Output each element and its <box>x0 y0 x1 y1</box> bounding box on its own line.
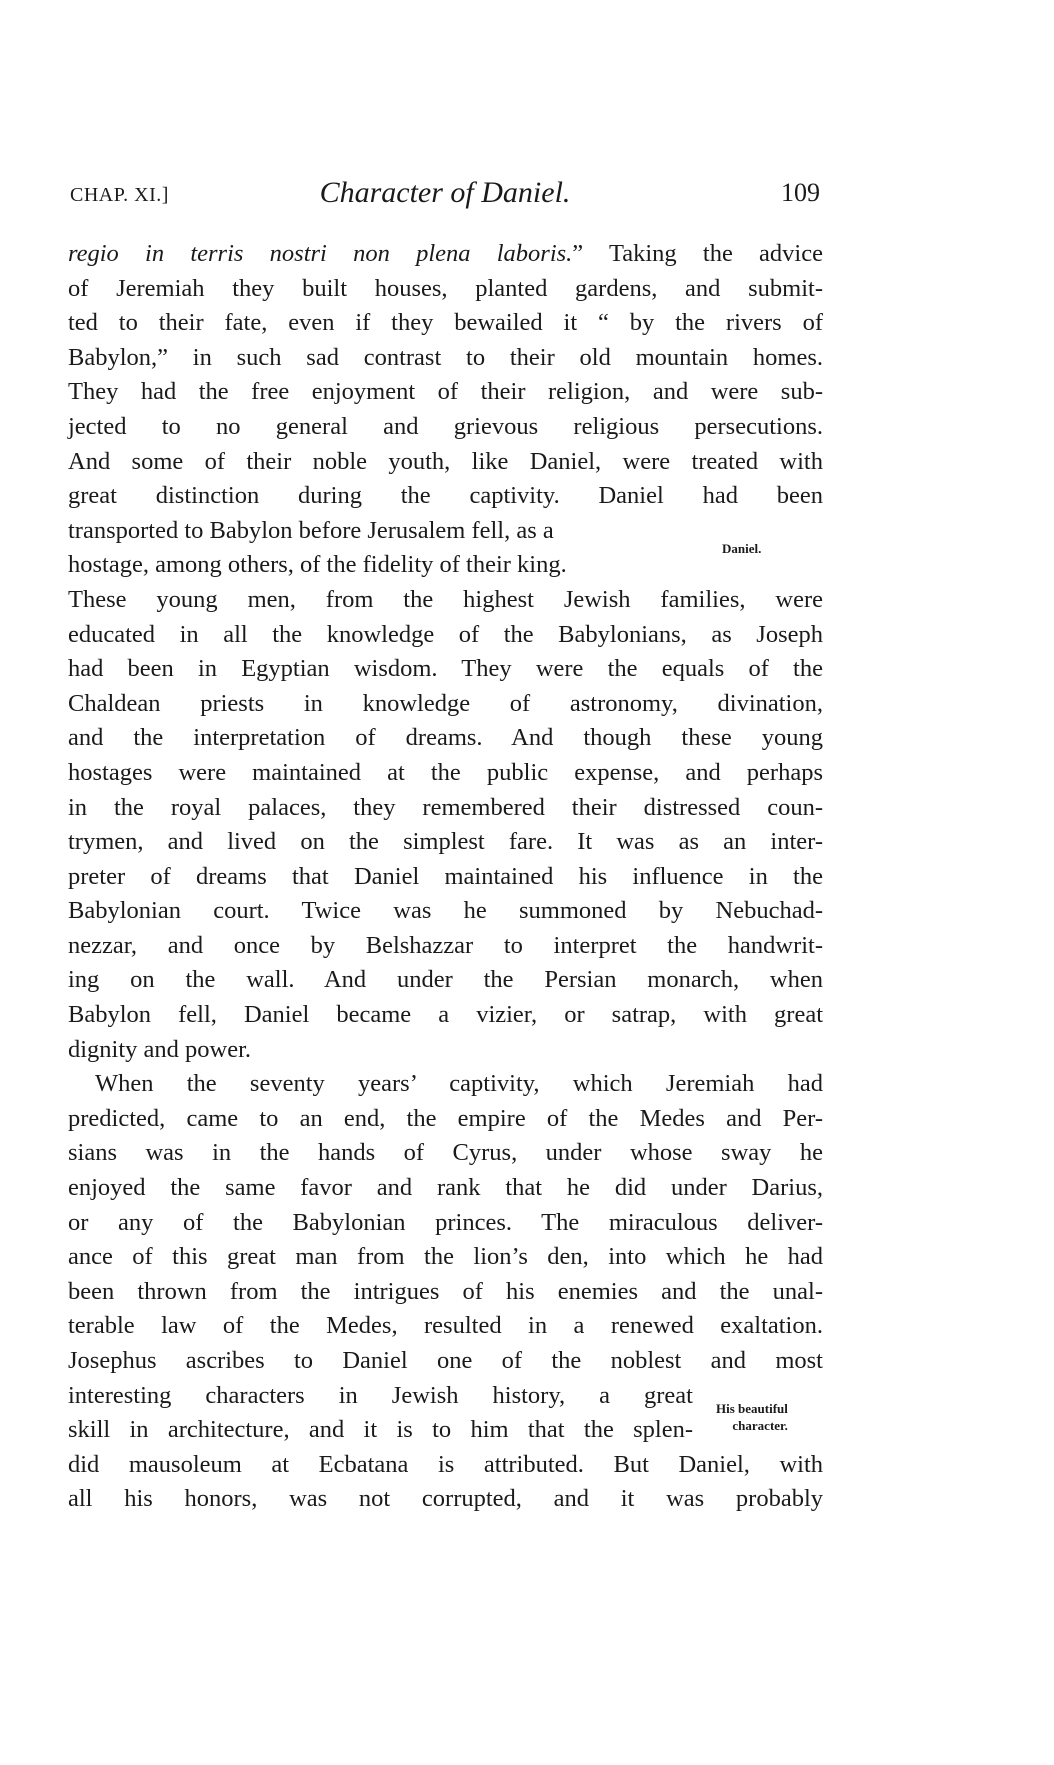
text-line: Babylonian court. Twice was he summoned by Nebuchad- <box>68 897 823 925</box>
text-line: Babylon,” in such sad contrast to their old mountain homes. <box>68 343 823 371</box>
side-note-daniel <box>722 540 761 557</box>
text-line: skill in architecture, and it is to him that the splen- <box>68 1416 693 1444</box>
side-note-label: His beautiful <box>716 1401 788 1416</box>
text-line: in the royal palaces, they remembered their distressed coun- <box>68 793 823 821</box>
text-line: did mausoleum at Ecbatana is attributed. But Daniel, with <box>68 1450 823 1478</box>
text-line-rest: ” Taking the advice <box>572 240 823 267</box>
text-line: These young men, from the highest Jewish families, were <box>68 585 823 613</box>
text-line: jected to no general and grievous religious persecutions. <box>68 412 823 440</box>
text-line: preter of dreams that Daniel maintained his influence in the <box>68 862 823 890</box>
text-line: dignity and power. <box>68 1035 252 1063</box>
chapter-label: CHAP. XI.] <box>70 184 169 206</box>
text-line: enjoyed the same favor and rank that he did under Darius, <box>68 1174 823 1202</box>
text-line: hostages were maintained at the public expense, and perhaps <box>68 758 823 786</box>
side-note-label: Daniel. <box>722 541 762 556</box>
running-header <box>70 176 820 212</box>
text-line: They had the free enjoyment of their religion, and were sub- <box>68 378 823 406</box>
page-title: Character of Daniel. <box>319 176 571 209</box>
text-line: been thrown from the intrigues of his enemies and the unal- <box>68 1277 823 1305</box>
side-note-character <box>716 1400 788 1434</box>
text-line: of Jeremiah they built houses, planted gardens, and submit- <box>68 274 823 302</box>
text-line: predicted, came to an end, the empire of the Medes and Per- <box>68 1104 823 1132</box>
text-line: ted to their fate, even if they bewailed it “ by the rivers of <box>68 309 823 337</box>
text-line: terable law of the Medes, resulted in a renewed exaltation. <box>68 1312 823 1340</box>
text-line: and the interpretation of dreams. And though these young <box>68 724 823 752</box>
text-line: Josephus ascribes to Daniel one of the noblest and most <box>68 1347 823 1374</box>
text-line: or any of the Babylonian princes. The miraculous deliver- <box>68 1208 823 1236</box>
text-line: nezzar, and once by Belshazzar to interpret the handwrit- <box>68 931 823 959</box>
text-line: trymen, and lived on the simplest fare. It was as an inter- <box>68 828 823 856</box>
text-line: Babylon fell, Daniel became a vizier, or satrap, with great <box>68 1001 823 1029</box>
text-line: had been in Egyptian wisdom. They were the equals of the <box>68 655 823 683</box>
page-number: 109 <box>781 178 820 207</box>
body-text <box>68 237 823 1517</box>
text-line: ance of this great man from the lion’s den, into which he had <box>68 1243 823 1271</box>
text-line <box>68 237 823 272</box>
text-line: interesting characters in Jewish history, a great <box>68 1381 693 1409</box>
text-line: Chaldean priests in knowledge of astronomy, divination, <box>68 689 823 717</box>
text-line: hostage, among others, of the fidelity of their king. <box>68 551 567 579</box>
text-line: great distinction during the captivity. Daniel had been <box>68 482 823 510</box>
text-line: When the seventy years’ captivity, which Jeremiah had <box>95 1070 823 1098</box>
text-line: And some of their noble youth, like Daniel, were treated with <box>68 447 823 475</box>
text-line: ing on the wall. And under the Persian monarch, when <box>68 966 823 994</box>
side-note-label: character. <box>732 1418 788 1433</box>
latin-quote: regio in terris nostri non plena laboris. <box>68 240 573 267</box>
text-line: all his honors, was not corrupted, and it was probably <box>68 1485 823 1513</box>
text-line: sians was in the hands of Cyrus, under whose sway he <box>68 1139 823 1167</box>
text-line: educated in all the knowledge of the Babylonians, as Joseph <box>68 620 823 648</box>
text-line: transported to Babylon before Jerusalem fell, as a <box>68 516 554 544</box>
